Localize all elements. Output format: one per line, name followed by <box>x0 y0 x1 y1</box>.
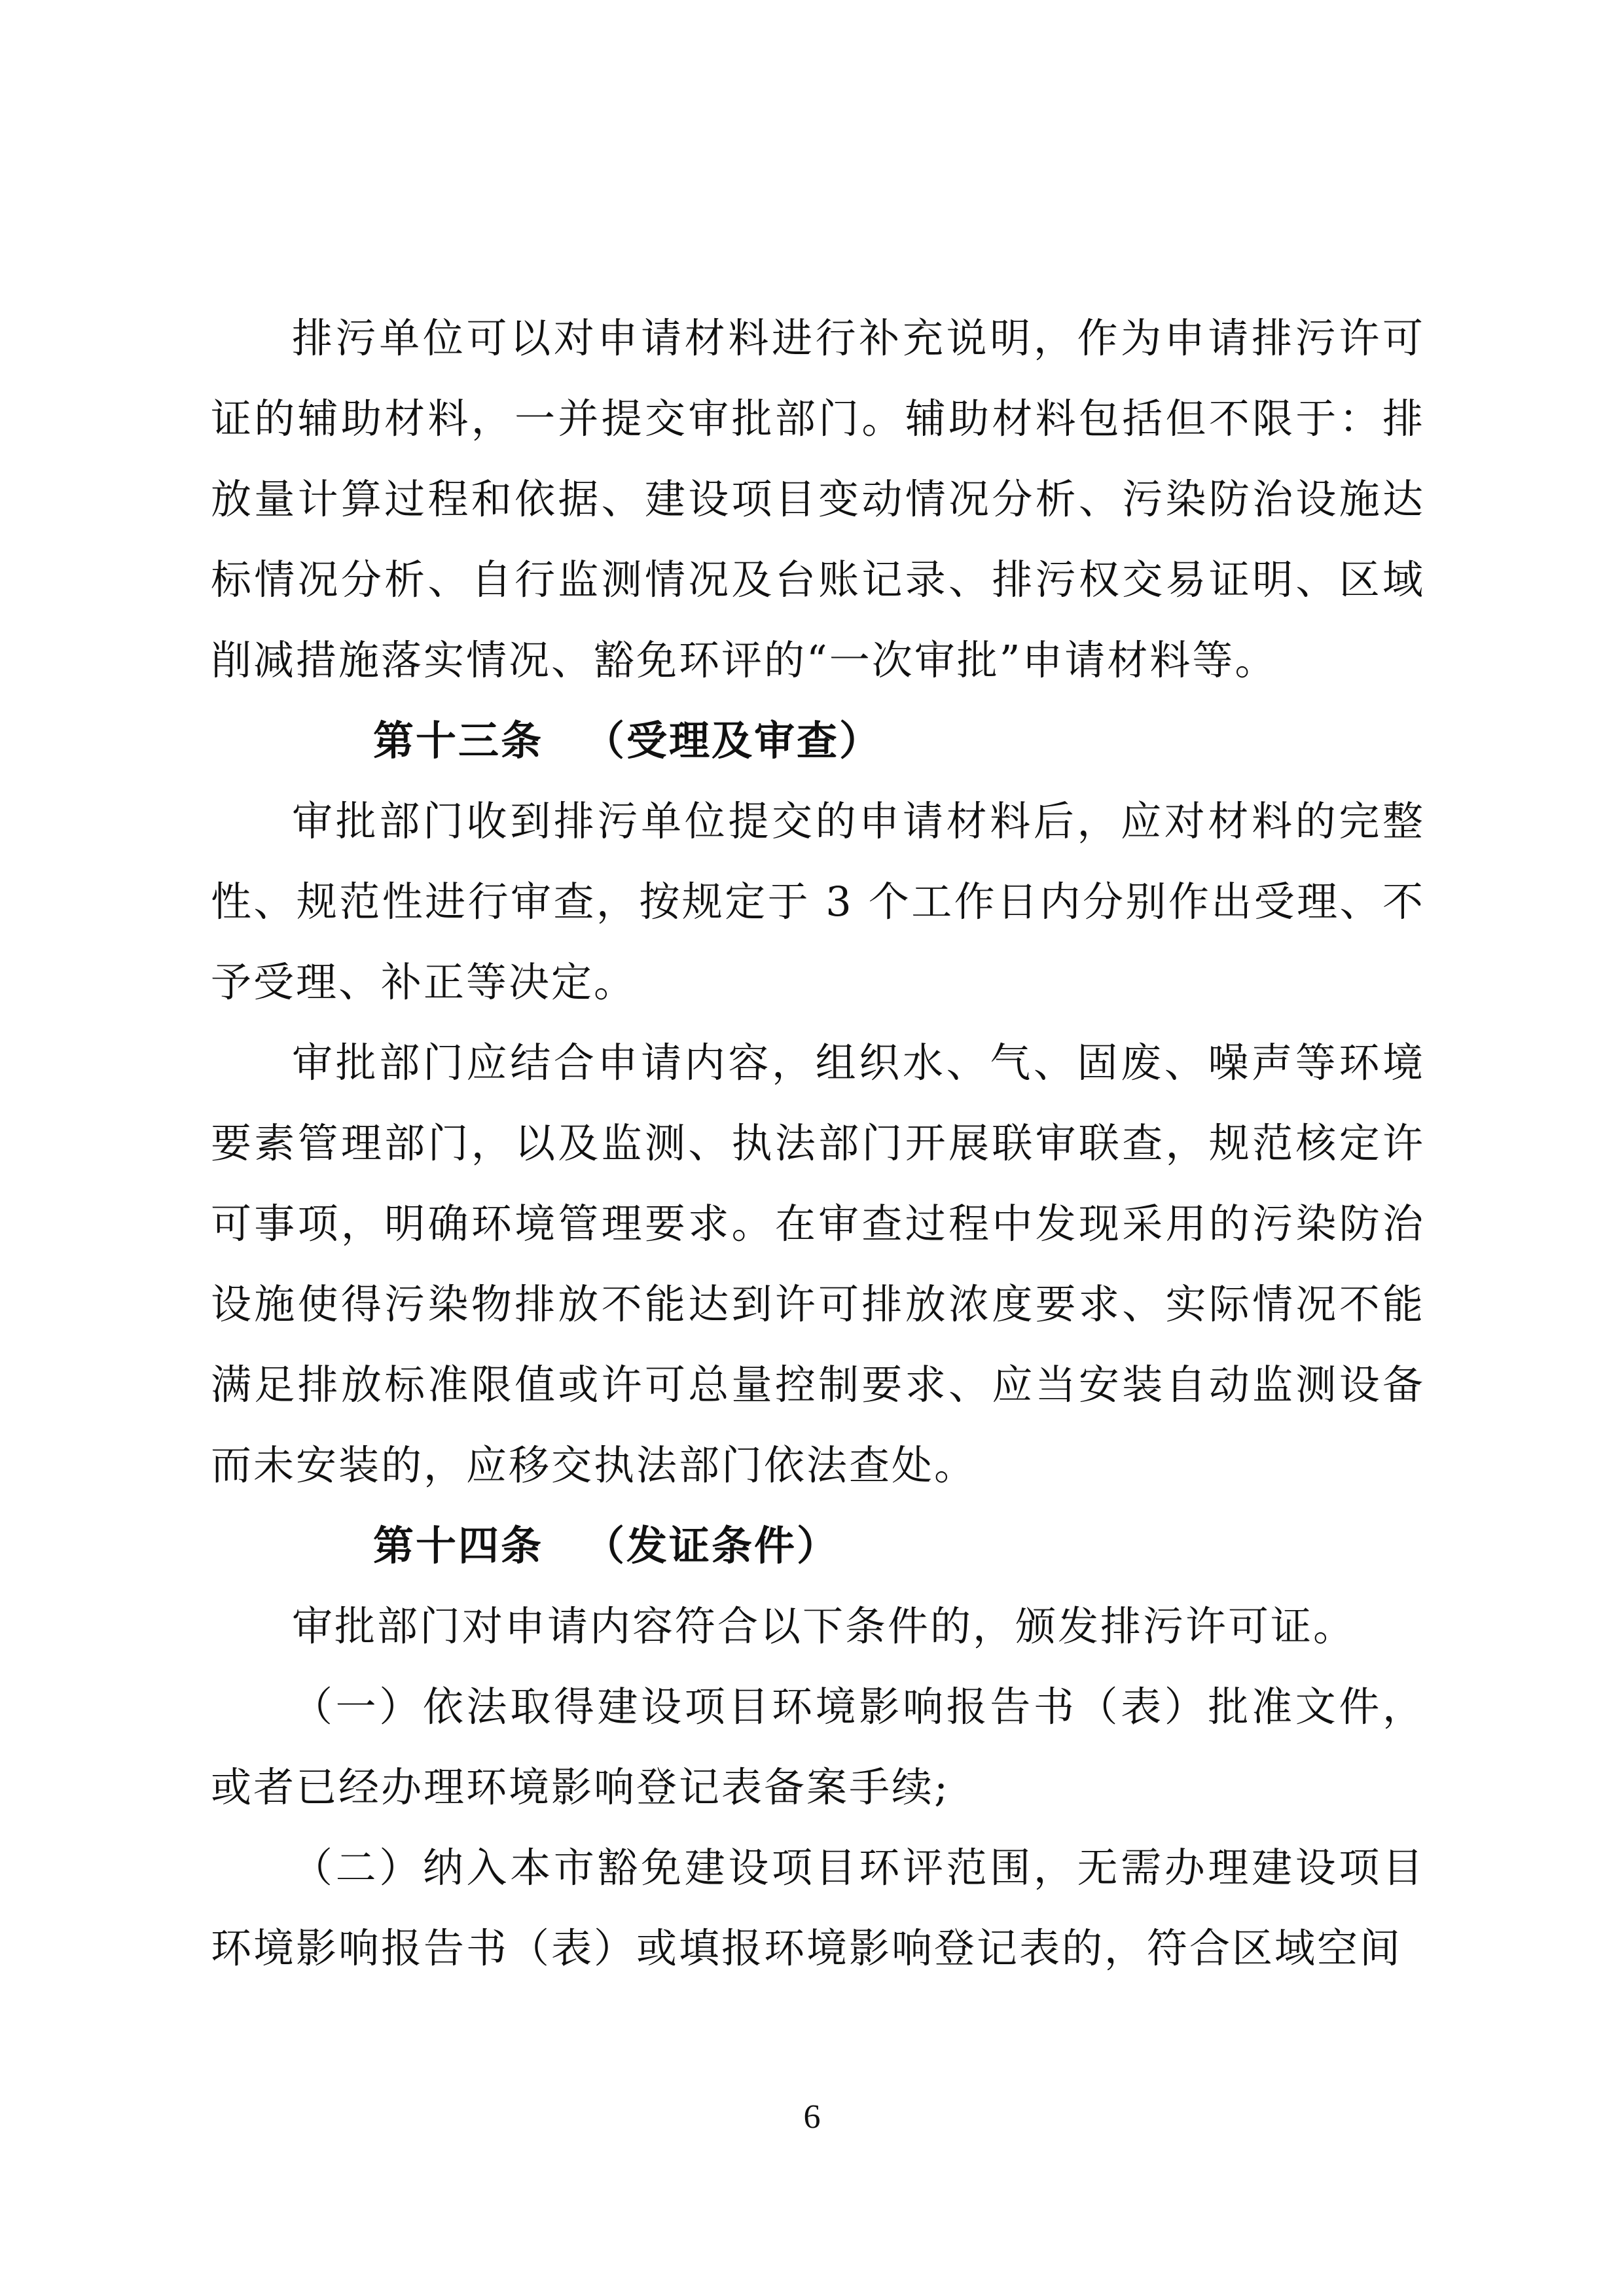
page-number: 6 <box>803 2098 821 2136</box>
article-14-heading <box>211 1505 1425 1586</box>
paragraph-supplementary-materials: 排污单位可以对申请材料进行补充说明，作为申请排污许可证的辅助材料，一并提交审批部门。辅助材料包括但不限于：排放量计算过程和依据、建设项目变动情况分析、污染防治设施达标情况分析、自行监测情况及台账记录、排污权交易证明、区域削减措施落实情况、豁免环评的“一次审批”申请材料等。 <box>211 314 1425 684</box>
article-13-subtitle: （受理及审查） <box>584 717 882 764</box>
article-14-subtitle: （发证条件） <box>584 1522 840 1570</box>
article-14-number: 第十四条 <box>373 1522 544 1570</box>
paragraph-condition-2: （二）纳入本市豁免建设项目环评范围，无需办理建设项目环境影响报告书（表）或填报环境影响登记表的，符合区域空间 <box>211 1844 1425 1972</box>
paragraph-condition-1: （一）依法取得建设项目环境影响报告书（表）批准文件，或者已经办理环境影响登记表备案手续; <box>211 1683 1425 1811</box>
paragraph-issuance-conditions: 审批部门对申请内容符合以下条件的，颁发排污许可证。 <box>292 1602 1356 1650</box>
paragraph-joint-review: 审批部门应结合申请内容，组织水、气、固废、噪声等环境要素管理部门，以及监测、执法部门开展联审联查，规范核定许可事项，明确环境管理要求。在审查过程中发现采用的污染防治设施使得污染物排放不能达到许可排放浓度要求、实际情况不能满足排放标准限值或许可总量控制要求、应当安装自动监测设备而未安装的，应移交执法部门依法查处。 <box>211 1039 1425 1489</box>
document-body <box>211 298 1425 1988</box>
paragraph-acceptance: 审批部门收到排污单位提交的申请材料后，应对材料的完整性、规范性进行审查，按规定于 3 个工作日内分别作出受理、不予受理、补正等决定。 <box>211 797 1425 1006</box>
article-13-heading <box>211 700 1425 781</box>
article-13-number: 第十三条 <box>373 717 544 764</box>
